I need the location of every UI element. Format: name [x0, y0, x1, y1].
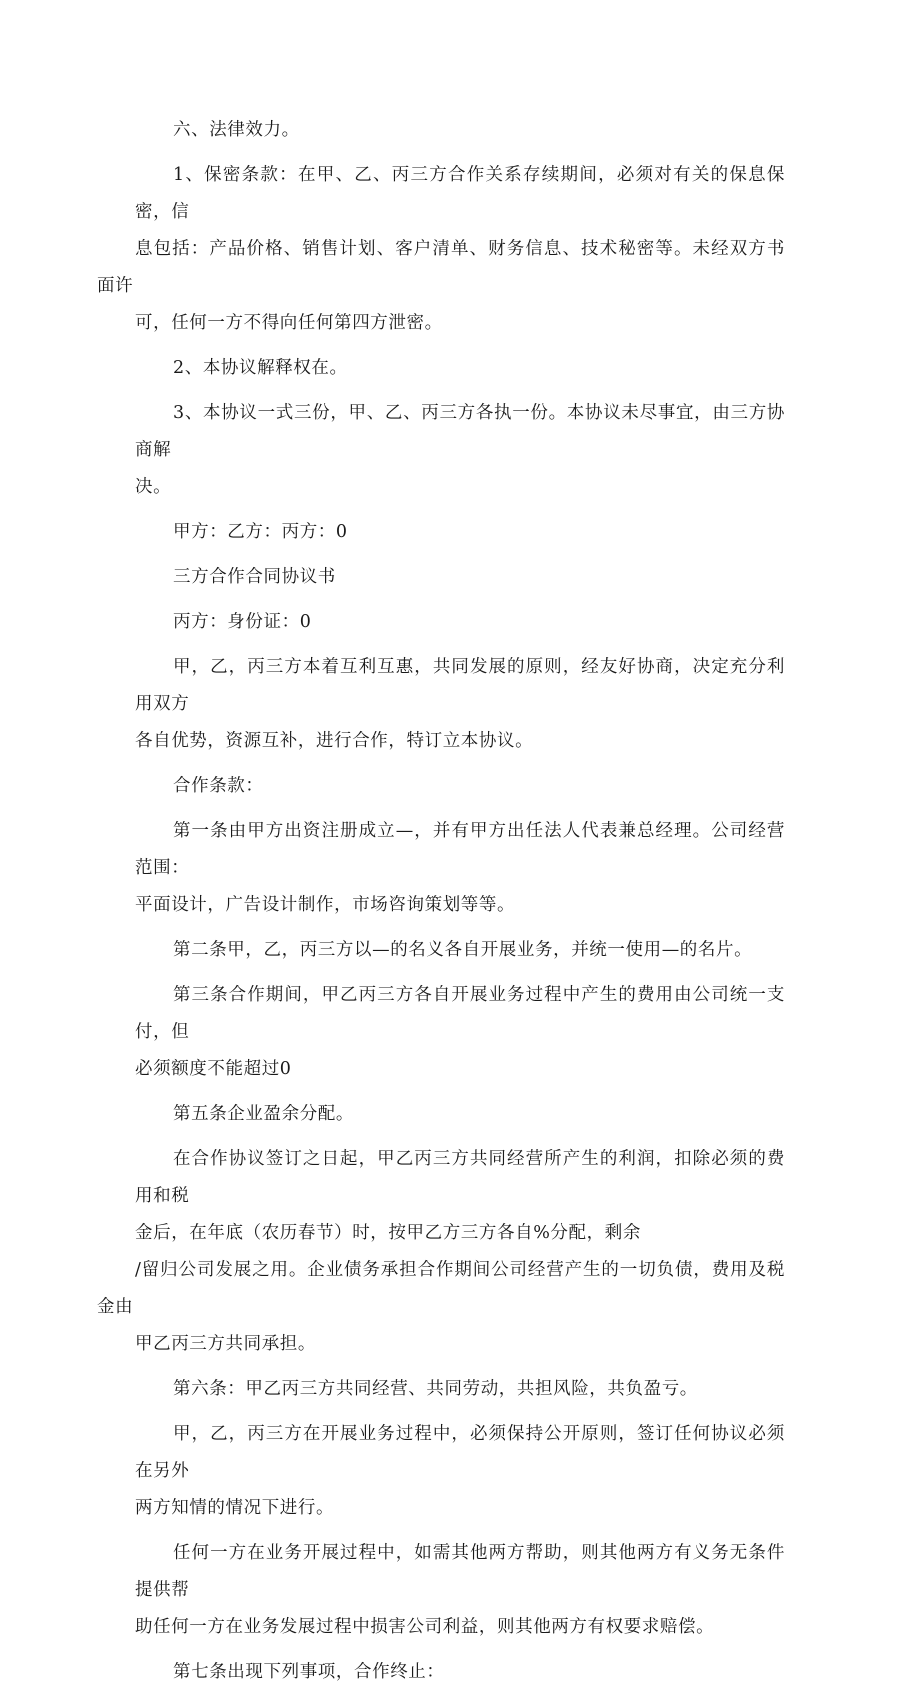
paragraph-interpretation: 2、本协议解释权在。	[173, 358, 348, 378]
section-heading-legal-effect: 六、法律效力。	[173, 120, 300, 140]
article-7: 第七条出现下列事项，合作终止：	[173, 1662, 445, 1682]
document-title: 三方合作合同协议书	[173, 567, 336, 587]
paragraph-preamble: 甲，乙，丙三方本着互利互惠，共同发展的原则，经友好协商，决定充分利用双方 各自优势，资源互补，进行合作，特订立本协议。	[135, 657, 785, 751]
article-3: 第三条合作期间，甲乙丙三方各自开展业务过程中产生的费用由公司统一支付，但 必须额度不能超过0	[135, 985, 785, 1079]
article-2: 第二条甲，乙，丙三方以—的名义各自开展业务，并统一使用—的名片。	[173, 940, 753, 960]
article-5: 第五条企业盈余分配。	[173, 1104, 354, 1124]
section-heading-terms: 合作条款：	[173, 776, 264, 796]
paragraph-confidentiality: 1、保密条款：在甲、乙、丙三方合作关系存续期间，必须对有关的保息保密，信 息包括：产品价格、销售计划、客户清单、财务信息、技术秘密等。未经双方书面许 可，任何一方不得向任何第四方泄密。	[97, 165, 785, 333]
article-6: 第六条：甲乙丙三方共同经营、共同劳动，共担风险，共负盈亏。	[173, 1379, 698, 1399]
paragraph-party-c-id: 丙方：身份证：0	[173, 612, 312, 632]
paragraph-copies: 3、本协议一式三份，甲、乙、丙三方各执一份。本协议未尽事宜，由三方协商解 决。	[135, 403, 785, 497]
paragraph-mutual-assistance: 任何一方在业务开展过程中，如需其他两方帮助，则其他两方有义务无条件提供帮 助任何一方在业务发展过程中损害公司利益，则其他两方有权要求赔偿。	[135, 1543, 785, 1637]
document-body	[97, 112, 785, 1699]
paragraph-transparency: 甲，乙，丙三方在开展业务过程中，必须保持公开原则，签订任何协议必须在另外 两方知情的情况下进行。	[135, 1424, 785, 1518]
paragraph-profit-distribution: 在合作协议签订之日起，甲乙丙三方共同经营所产生的利润，扣除必须的费用和税 金后，在年底（农历春节）时，按甲乙方三方各自%分配，剩余 /留归公司发展之用。企业债务承担合作期间公司经营产生的一切负债，费用及税金由 甲乙丙三方共同承担。	[97, 1149, 785, 1354]
article-1: 第一条由甲方出资注册成立—，并有甲方出任法人代表兼总经理。公司经营范围： 平面设计，广告设计制作，市场咨询策划等等。	[135, 821, 785, 915]
paragraph-signatories: 甲方：乙方：丙方：0	[173, 522, 348, 542]
